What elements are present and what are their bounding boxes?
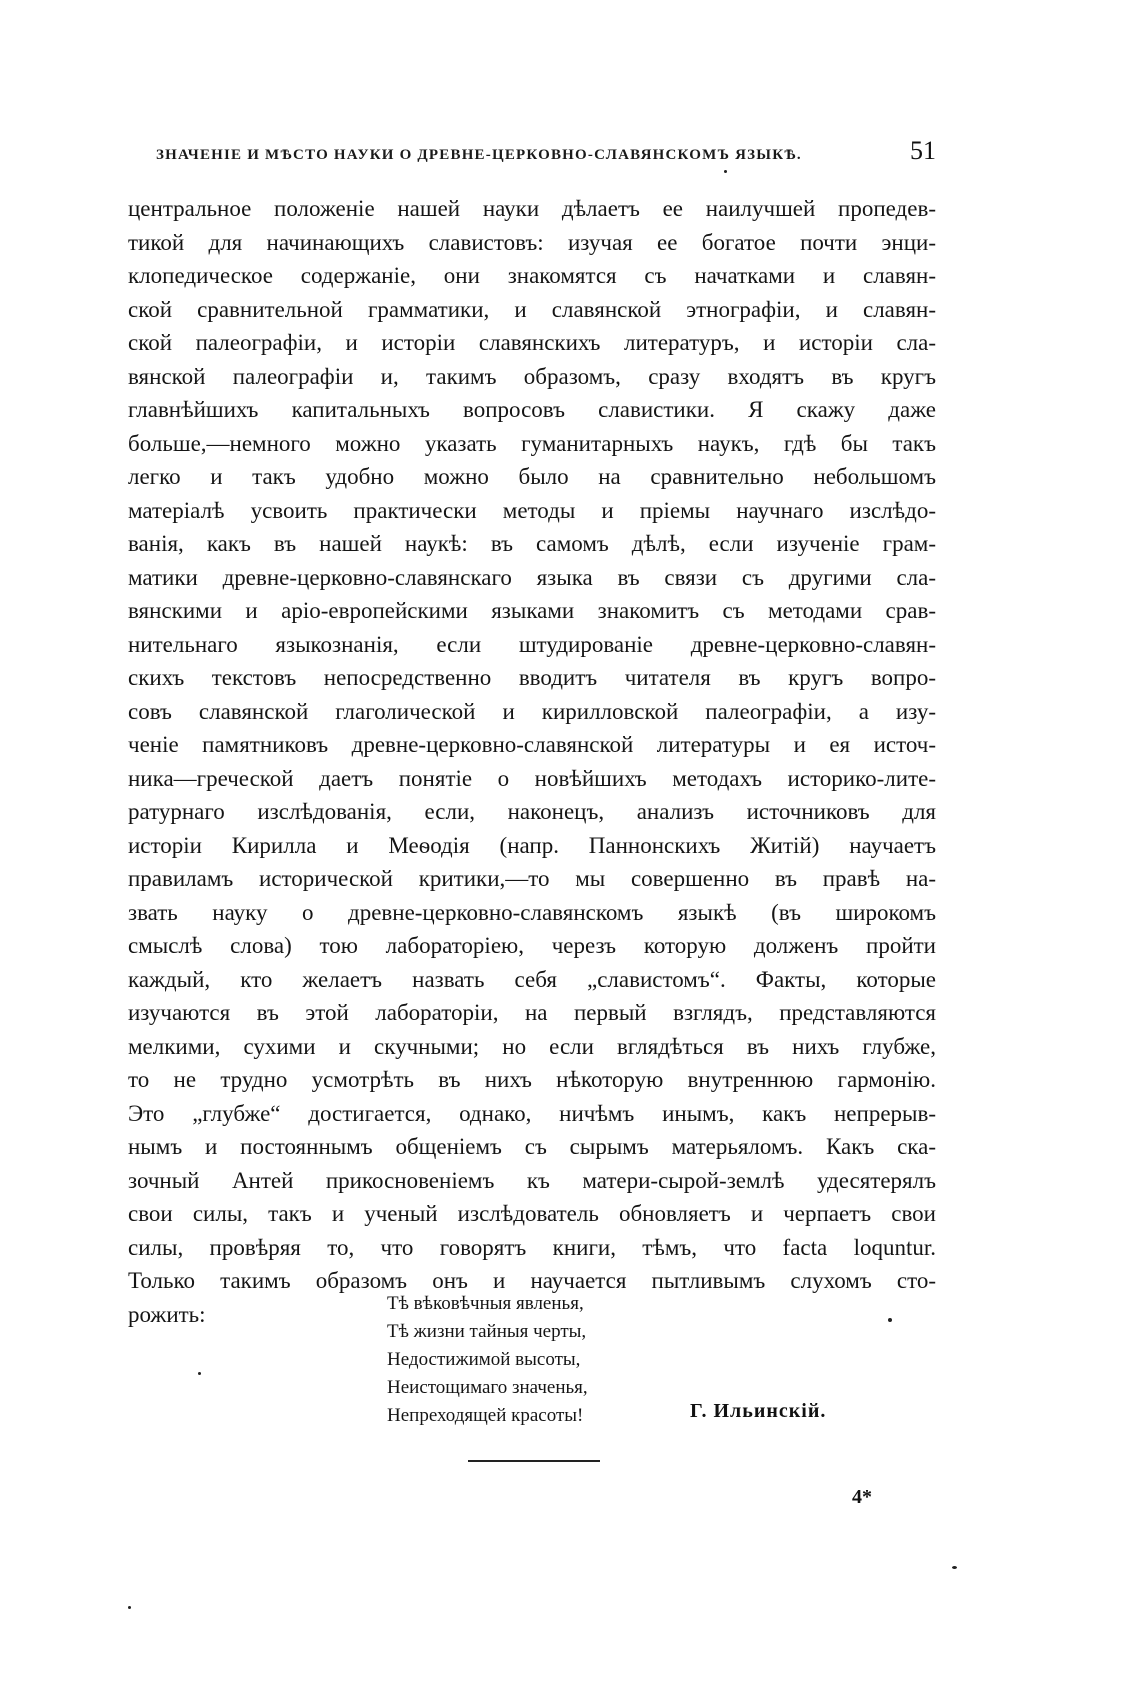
body-line: ченіе памятниковъ древне-церковно-славянской литературы и ея источ- xyxy=(128,732,936,757)
body-line: вянскими и аріо-европейскими языками знакомитъ съ методами срав- xyxy=(128,598,936,623)
body-line: ванія, какъ въ нашей наукѣ: въ самомъ дѣлѣ, если изученіе грам- xyxy=(128,531,936,556)
running-title: ЗНАЧЕНІЕ И МѢСТО НАУКИ О ДРЕВНЕ-ЦЕРКОВНО-СЛАВЯНСКОМЪ ЯЗЫКѢ. xyxy=(156,147,802,163)
body-line: Это „глубже“ достигается, однако, ничѣмъ инымъ, какъ непрерыв- xyxy=(128,1100,936,1126)
body-line: исторіи Кирилла и Меѳодія (напр. Паннонскихъ Житій) научаетъ xyxy=(128,832,936,858)
body-line: правиламъ исторической критики,—то мы совершенно въ правѣ на- xyxy=(128,866,936,891)
body-line: тикой для начинающихъ славистовъ: изучая ее богатое почти энци- xyxy=(128,229,936,255)
author-signature: Г. Ильинскій. xyxy=(690,1400,827,1422)
end-rule xyxy=(468,1460,600,1462)
body-line: легко и такъ удобно можно было на сравнительно небольшомъ xyxy=(128,464,936,489)
body-line: больше,—немного можно указать гуманитарныхъ наукъ, гдѣ бы такъ xyxy=(128,430,936,456)
body-line: мелкими, сухими и скучными; но если вглядѣться въ нихъ глубже, xyxy=(128,1033,936,1059)
body-line: ника—греческой даетъ понятіе о новѣйшихъ методахъ историко-лите- xyxy=(128,765,936,791)
print-speck xyxy=(198,1372,201,1375)
poem-line: Тѣ вѣковѣчныя явленья, xyxy=(387,1293,584,1314)
body-line: изучаются въ этой лабораторіи, на первый взглядъ, представляются xyxy=(128,1000,936,1025)
body-line: нымъ и постояннымъ общеніемъ съ сырымъ матерьяломъ. Какъ ска- xyxy=(128,1134,936,1159)
print-speck xyxy=(952,1566,957,1569)
body-line: ской палеографіи, и исторіи славянскихъ литературъ, и исторіи сла- xyxy=(128,330,936,355)
body-line: ской сравнительной грамматики, и славянской этнографіи, и славян- xyxy=(128,296,936,322)
body-line: зочный Антей прикосновеніемъ къ матери-сырой-землѣ удесятерялъ xyxy=(128,1167,936,1193)
poem-quote xyxy=(387,1290,588,1430)
body-line: каждый, кто желаетъ назвать себя „славистомъ“. Факты, которые xyxy=(128,966,936,992)
signature-mark: 4* xyxy=(852,1486,872,1508)
body-line: ратурнаго изслѣдованія, если, наконецъ, анализъ источниковъ для xyxy=(128,799,936,824)
body-line: рожить: xyxy=(128,1301,206,1327)
body-line: совъ славянской глаголической и кирилловской палеографіи, а изу- xyxy=(128,698,936,724)
print-speck xyxy=(888,1318,892,1322)
body-line: центральное положеніе нашей науки дѣлаетъ ее наилучшей пропедев- xyxy=(128,196,936,221)
body-line: вянской палеографіи и, такимъ образомъ, сразу входятъ въ кругъ xyxy=(128,363,936,389)
body-line: скихъ текстовъ непосредственно вводитъ читателя въ кругъ вопро- xyxy=(128,665,936,690)
body-line: клопедическое содержаніе, они знакомятся съ начатками и славян- xyxy=(128,263,936,288)
poem-line: Недостижимой высоты, xyxy=(387,1349,581,1370)
poem-line: Тѣ жизни тайныя черты, xyxy=(387,1321,587,1342)
poem-line: Непреходящей красоты! xyxy=(387,1405,584,1426)
body-line: Только такимъ образомъ онъ и научается пытливымъ слухомъ сто- xyxy=(128,1268,936,1293)
body-line: силы, провѣряя то, что говорятъ книги, тѣмъ, что facta loquntur. xyxy=(128,1234,936,1260)
body-line: смыслѣ слова) тою лабораторіею, черезъ которую долженъ пройти xyxy=(128,933,936,958)
poem-line: Неистощимаго значенья, xyxy=(387,1377,588,1398)
body-line: то не трудно усмотрѣть въ нихъ нѣкоторую внутреннюю гармонію. xyxy=(128,1067,936,1092)
print-speck xyxy=(724,170,727,173)
body-paragraph xyxy=(128,192,936,1331)
running-head xyxy=(156,136,936,166)
body-line: свои силы, такъ и ученый изслѣдователь обновляетъ и черпаетъ свои xyxy=(128,1201,936,1226)
body-line: матеріалѣ усвоить практически методы и пріемы научнаго изслѣдо- xyxy=(128,497,936,523)
print-speck xyxy=(128,1606,131,1609)
page-number: 51 xyxy=(910,136,936,165)
body-line: звать науку о древне-церковно-славянскомъ языкѣ (въ широкомъ xyxy=(128,899,936,925)
body-line: нительнаго языкознанія, если штудированіе древне-церковно-славян- xyxy=(128,631,936,657)
body-line: матики древне-церковно-славянскаго языка въ связи съ другими сла- xyxy=(128,564,936,590)
body-line: главнѣйшихъ капитальныхъ вопросовъ славистики. Я скажу даже xyxy=(128,397,936,422)
